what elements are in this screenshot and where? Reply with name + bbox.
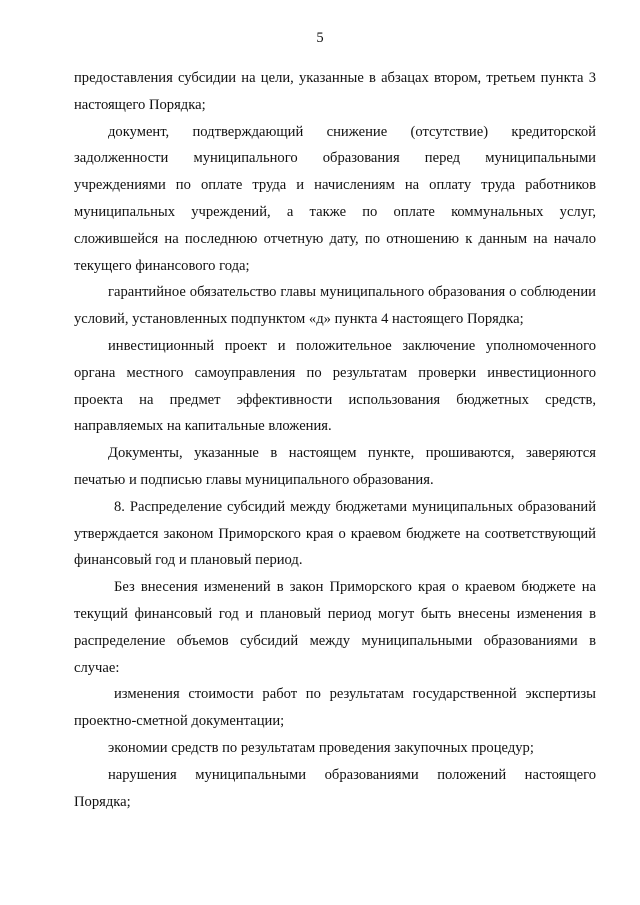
paragraph-guarantee-obligation: гарантийное обязательство главы муниципального образования о соблюдении условий, установленных подпунктом «д» пункта 4 настоящего Порядка; (74, 284, 596, 328)
paragraph-changes-without-law: Без внесения изменений в закон Приморского края о краевом бюджете на текущий финансовый год и плановый период могут быть внесены изменения в распределение объемов субсидий между муниципальными образованиями в случае: (74, 579, 596, 676)
page-number: 5 (316, 30, 324, 46)
paragraph-creditor-debt-document: документ, подтверждающий снижение (отсутствие) кредиторской задолженности муниципального образования перед муниципальными учреждениями по оплате труда и начислениям на оплату труда работников муниципальных учреждений, а также по оплате коммунальных услуг, сложившейся на последнюю отчетную дату, по отношению к данным на начало текущего финансового года; (74, 123, 596, 274)
paragraph-documents-sealing: Документы, указанные в настоящем пункте, прошиваются, заверяются печатью и подписью главы муниципального образования. (74, 445, 596, 488)
document-body (74, 65, 596, 815)
paragraph-savings-case: экономии средств по результатам проведения закупочных процедур; (108, 739, 534, 756)
paragraph-cost-change-case: изменения стоимости работ по результатам государственной экспертизы проектно-сметной документации; (74, 686, 596, 730)
paragraph-purpose-continuation: предоставления субсидии на цели, указанные в абзацах втором, третьем пункта 3 настоящего Порядка; (74, 70, 596, 113)
paragraph-item-8-distribution: 8. Распределение субсидий между бюджетами муниципальных образований утверждается законом Приморского края о краевом бюджете на соответствующий финансовый год и плановый период. (74, 498, 596, 569)
paragraph-violation-case: нарушения муниципальными образованиями положений настоящего Порядка; (74, 766, 596, 810)
paragraph-investment-project: инвестиционный проект и положительное заключение уполномоченного органа местного самоуправления по результатам проверки инвестиционного проекта на предмет эффективности использования бюджетных средств, направляемых на капитальные вложения. (74, 337, 596, 435)
